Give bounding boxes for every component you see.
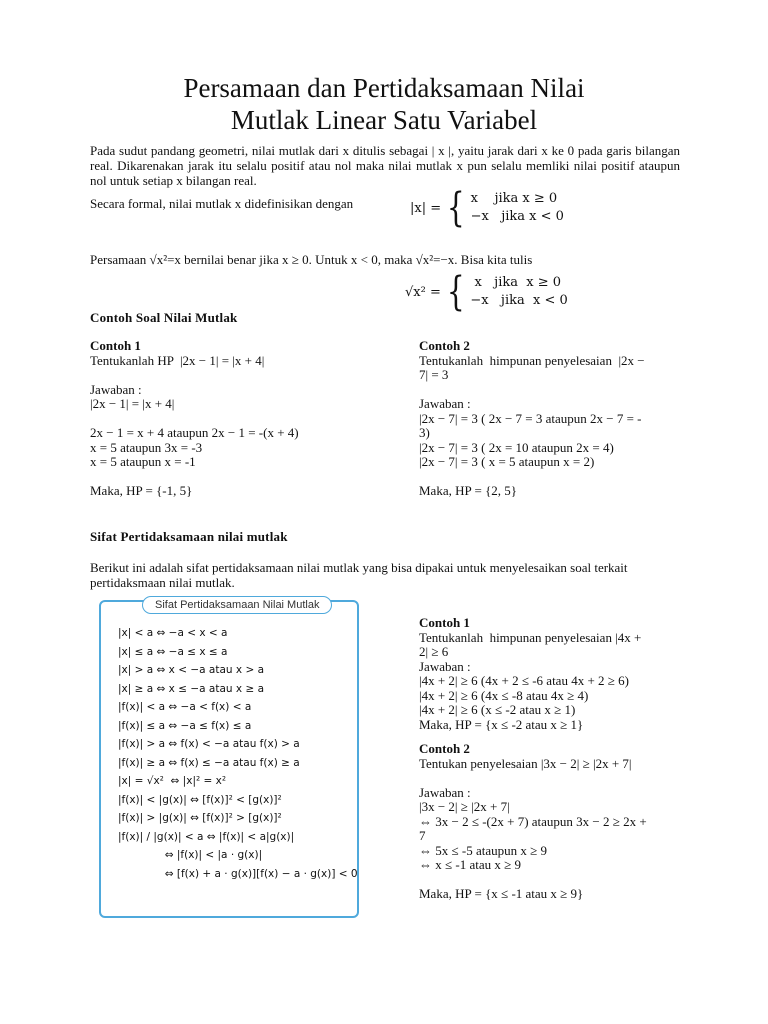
abs-case-2: −x jika x < 0 <box>470 209 564 224</box>
text-line: 7 <box>419 828 426 843</box>
text-line: |f(x)| > |g(x)| ⇔ [f(x)]² > [g(x)]² <box>118 812 282 824</box>
text-line: |x| ≤ a ⇔ −a ≤ x ≤ a <box>118 645 228 658</box>
text-line <box>419 470 684 485</box>
text-line: |x| > a ⇔ x < −a atau x > a <box>118 664 265 676</box>
example-1-title: Contoh 1 <box>90 338 141 353</box>
brace-symbol: { <box>446 269 465 315</box>
text-line <box>90 470 390 485</box>
text-line: |f(x)| ≤ a ⇔ −a ≤ f(x) ≤ a <box>118 719 252 732</box>
example-2-title: Contoh 2 <box>419 338 470 353</box>
text-line: |4x + 2| ≥ 6 (4x + 2 ≤ -6 atau 4x + 2 ≥ 6) <box>419 673 629 688</box>
text-line: Maka, HP = {x ≤ -2 atau x ≥ 1} <box>419 716 584 732</box>
text-line: ⇔ x ≤ -1 atau x ≥ 9 <box>419 857 522 872</box>
sqrt-paragraph: Persamaan √x²=x bernilai benar jika x ≥ 0. Untuk x < 0, maka √x²=−x. Bisa kita tulis <box>90 252 533 267</box>
properties-list <box>118 624 358 883</box>
text-line <box>90 368 390 383</box>
text-line: Tentukanlah HP |2x − 1| = |x + 4| <box>90 352 265 368</box>
text-line: Maka, HP = {-1, 5} <box>90 483 193 498</box>
text-line: |f(x)| < |g(x)| ⇔ [f(x)]² < [g(x)]² <box>118 793 282 806</box>
text-line: 2x − 1 = x + 4 ataupun 2x − 1 = -(x + 4) <box>90 425 299 440</box>
abs-case-1: x jika x ≥ 0 <box>470 191 558 206</box>
text-line: Tentukanlah himpunan penyelesaian |4x + <box>419 629 642 645</box>
text-line: x = 5 ataupun 3x = -3 <box>90 439 203 455</box>
formal-definition-text: Secara formal, nilai mutlak x didefinisikan dengan <box>90 196 354 211</box>
text-line: 2| ≥ 6 <box>419 644 449 659</box>
text-line: |x| ≥ a ⇔ x ≤ −a atau x ≥ a <box>118 682 265 695</box>
page-title <box>0 72 768 136</box>
text-line: Maka, HP = {2, 5} <box>419 483 518 498</box>
text-line: |x| = √x² ⇔ |x|² = x² <box>118 775 227 787</box>
title-line-1: Persamaan dan Pertidaksamaan Nilai <box>183 73 585 103</box>
text-line <box>419 873 694 888</box>
text-line: |4x + 2| ≥ 6 (4x ≤ -8 atau 4x ≥ 4) <box>419 687 589 703</box>
text-line: Jawaban : <box>90 381 142 397</box>
text-line: Tentukanlah himpunan penyelesaian |2x − <box>419 352 645 368</box>
brace-symbol: { <box>446 185 465 231</box>
example-1-block <box>90 339 390 499</box>
text-line: Jawaban : <box>419 658 471 674</box>
example-1-lines <box>90 354 390 499</box>
text-line: |f(x)| / |g(x)| < a ⇔ |f(x)| < a|g(x)| <box>118 830 295 843</box>
text-line: ⇔ 3x − 2 ≤ -(2x + 7) ataupun 3x − 2 ≥ 2x + <box>419 813 647 829</box>
sqrt-definition-formula <box>405 269 568 315</box>
text-line: 3) <box>419 425 430 440</box>
text-line: |x| < a ⇔ −a < x < a <box>118 627 228 639</box>
example-4-lines <box>419 757 694 902</box>
text-line: ⇔ |f(x)| < |a · g(x)| <box>118 849 263 861</box>
text-line <box>90 412 390 427</box>
intro-paragraph: Pada sudut pandang geometri, nilai mutlak dari x ditulis sebagai | x |, yaitu jarak dari x ke 0 pada garis bilangan real. Dikarenakan jarak itu selalu positif atau nol maka nilai mutlak x pun selalu memliki nilai positif ataupun nol untuk setiap x bilangan real. <box>90 143 680 188</box>
text-line: Jawaban : <box>419 396 471 411</box>
example-2-block <box>419 339 684 499</box>
text-line <box>419 771 694 786</box>
abs-definition-cases <box>471 190 564 226</box>
abs-definition-lhs: |x| = <box>410 200 442 216</box>
text-line: |3x − 2| ≥ |2x + 7| <box>419 799 510 814</box>
section-heading-examples: Contoh Soal Nilai Mutlak <box>90 310 238 325</box>
text-line: |2x − 7| = 3 ( 2x − 7 = 3 ataupun 2x − 7 = - <box>419 410 642 426</box>
text-line: |f(x)| < a ⇔ −a < f(x) < a <box>118 701 252 713</box>
text-line: |f(x)| > a ⇔ f(x) < −a atau f(x) > a <box>118 738 300 750</box>
example-4-block <box>419 742 694 902</box>
text-line: |2x − 7| = 3 ( 2x = 10 ataupun 2x = 4) <box>419 439 614 455</box>
sqrt-case-1: x jika x ≥ 0 <box>470 275 562 290</box>
sqrt-definition-cases <box>470 274 567 310</box>
text-line: ⇔ [f(x) + a · g(x)][f(x) − a · g(x)] < 0 <box>118 867 358 880</box>
title-line-2: Mutlak Linear Satu Variabel <box>230 105 538 135</box>
example-3-block <box>419 616 694 732</box>
section-heading-properties: Sifat Pertidaksamaan nilai mutlak <box>90 529 288 544</box>
text-line: Maka, HP = {x ≤ -1 atau x ≥ 9} <box>419 886 584 901</box>
text-line: |f(x)| ≥ a ⇔ f(x) ≤ −a atau f(x) ≥ a <box>118 756 300 769</box>
example-2-lines <box>419 354 684 499</box>
text-line: Jawaban : <box>419 784 471 800</box>
text-line: ⇔ 5x ≤ -5 ataupun x ≥ 9 <box>419 842 548 858</box>
example-3-lines <box>419 631 694 733</box>
text-line: |2x − 7| = 3 ( x = 5 ataupun x = 2) <box>419 454 595 469</box>
properties-intro: Berikut ini adalah sifat pertidaksamaan nilai mutlak yang bisa dipakai untuk menyelesaikan soal terkait pertidaksmaan nilai mutlak. <box>90 560 628 590</box>
text-line <box>419 383 684 398</box>
text-line: Tentukan penyelesaian |3x − 2| ≥ |2x + 7| <box>419 755 632 771</box>
text-line: 7| = 3 <box>419 367 449 382</box>
properties-box-label: Sifat Pertidaksamaan Nilai Mutlak <box>142 596 332 614</box>
text-line: x = 5 ataupun x = -1 <box>90 454 196 469</box>
sqrt-definition-lhs: √x² = <box>405 284 441 300</box>
example-4-title: Contoh 2 <box>419 741 470 756</box>
sqrt-case-2: −x jika x < 0 <box>470 293 568 308</box>
example-3-title: Contoh 1 <box>419 615 470 630</box>
text-line: |4x + 2| ≥ 6 (x ≤ -2 atau x ≥ 1) <box>419 702 576 717</box>
text-line: |2x − 1| = |x + 4| <box>90 396 175 411</box>
abs-definition-formula <box>410 185 564 231</box>
